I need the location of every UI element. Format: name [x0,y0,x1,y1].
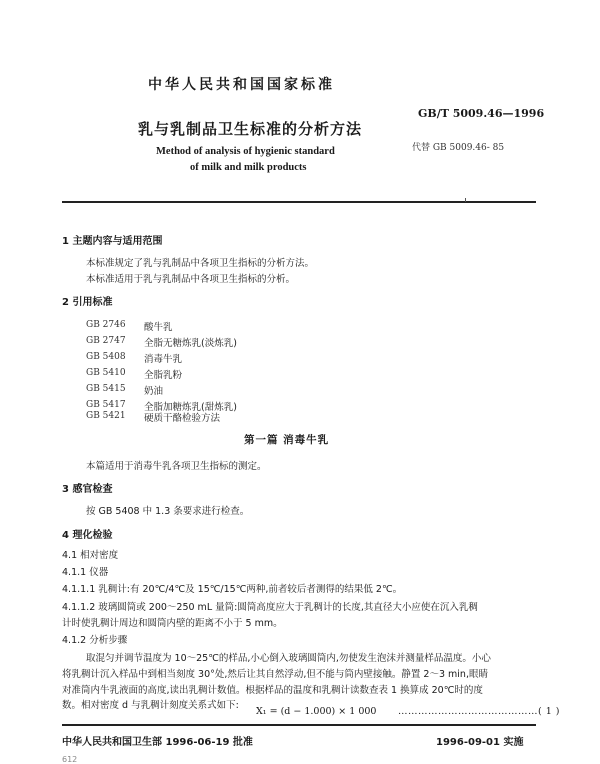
divider-tick [465,198,466,202]
part-1-title: 第一篇 消毒牛乳 [244,434,330,446]
procedure-line3: 对准筒内牛乳液面的高度,读出乳稠计数值。根据样品的温度和乳稠计读数查表 1 换算成 20℃时的度 [62,685,483,696]
national-standard-heading: 中华人民共和国国家标准 [148,77,335,93]
section-3-heading: 3 感官检查 [62,484,113,495]
section-1-para-2: 本标准适用于乳与乳制品中各项卫生指标的分析。 [86,274,296,285]
ref-code: GB 2747 [86,336,126,346]
equation-number: ……………………………………( 1 ) [398,706,560,717]
footer-divider [62,724,536,726]
approval-statement: 中华人民共和国卫生部 1996-06-19 批准 [62,737,253,748]
ref-name: 奶油 [144,386,164,397]
english-title-line2: of milk and milk products [190,162,307,173]
standard-number: GB/T 5009.46—1996 [418,107,545,120]
clause-4-1-heading: 4.1 相对密度 [62,550,119,561]
section-1-para-1: 本标准规定了乳与乳制品中各项卫生指标的分析方法。 [86,258,315,269]
section-2-heading: 2 引用标准 [62,297,113,308]
part-1-intro: 本篇适用于消毒牛乳各项卫生指标的测定。 [86,461,267,472]
section-1-heading: 1 主题内容与适用范围 [62,236,163,247]
ref-name: 硬质干酪检验方法 [144,413,221,424]
page-number: 612 [62,755,78,764]
ref-name: 全脂加糖炼乳(甜炼乳) [144,402,237,413]
replaces-standard: 代替 GB 5009.46- 85 [412,143,505,153]
clause-4-1-1-1: 4.1.1.1 乳稠计:有 20℃/4℃及 15℃/15℃两种,前者较后者测得的结果低 2℃。 [62,584,403,595]
document-title: 乳与乳制品卫生标准的分析方法 [138,120,363,138]
ref-name: 消毒牛乳 [144,354,183,365]
ref-code: GB 5408 [86,352,126,362]
clause-4-1-1-heading: 4.1.1 仪器 [62,567,109,578]
procedure-line1: 取混匀并调节温度为 10～25℃的样品,小心倒入玻璃圆筒内,勿使发生泡沫并测量样品温度。小心 [86,653,491,664]
procedure-line4: 数。相对密度 d 与乳稠计刻度关系式如下: [62,700,239,711]
density-formula: X₁ = (d − 1.000) × 1 000 [256,706,377,717]
ref-code: GB 5415 [86,384,126,394]
implementation-date: 1996-09-01 实施 [436,737,524,748]
section-3-para-1: 按 GB 5408 中 1.3 条要求进行检查。 [86,506,250,517]
clause-4-1-2-heading: 4.1.2 分析步骤 [62,635,128,646]
ref-name: 全脂无糖炼乳(淡炼乳) [144,338,237,349]
ref-code: GB 2746 [86,320,126,330]
clause-4-1-1-2-line2: 计时使乳稠计周边和圆筒内壁的距离不小于 5 mm。 [62,618,283,629]
ref-code: GB 5417 [86,400,126,410]
english-title-line1: Method of analysis of hygienic standard [156,146,335,157]
procedure-line2: 将乳稠计沉入样品中到相当刻度 30°处,然后让其自然浮动,但不能与筒内壁接触。静置 2～3 min,眼睛 [62,669,488,680]
ref-code: GB 5410 [86,368,126,378]
ref-name: 全脂乳粉 [144,370,183,381]
clause-4-1-1-2-line1: 4.1.1.2 玻璃圆筒或 200～250 mL 量筒:圆筒高度应大于乳稠计的长度,其直径大小应使在沉入乳稠 [62,602,478,613]
section-4-heading: 4 理化检验 [62,530,113,541]
ref-code: GB 5421 [86,411,126,421]
ref-name: 酸牛乳 [144,322,173,333]
